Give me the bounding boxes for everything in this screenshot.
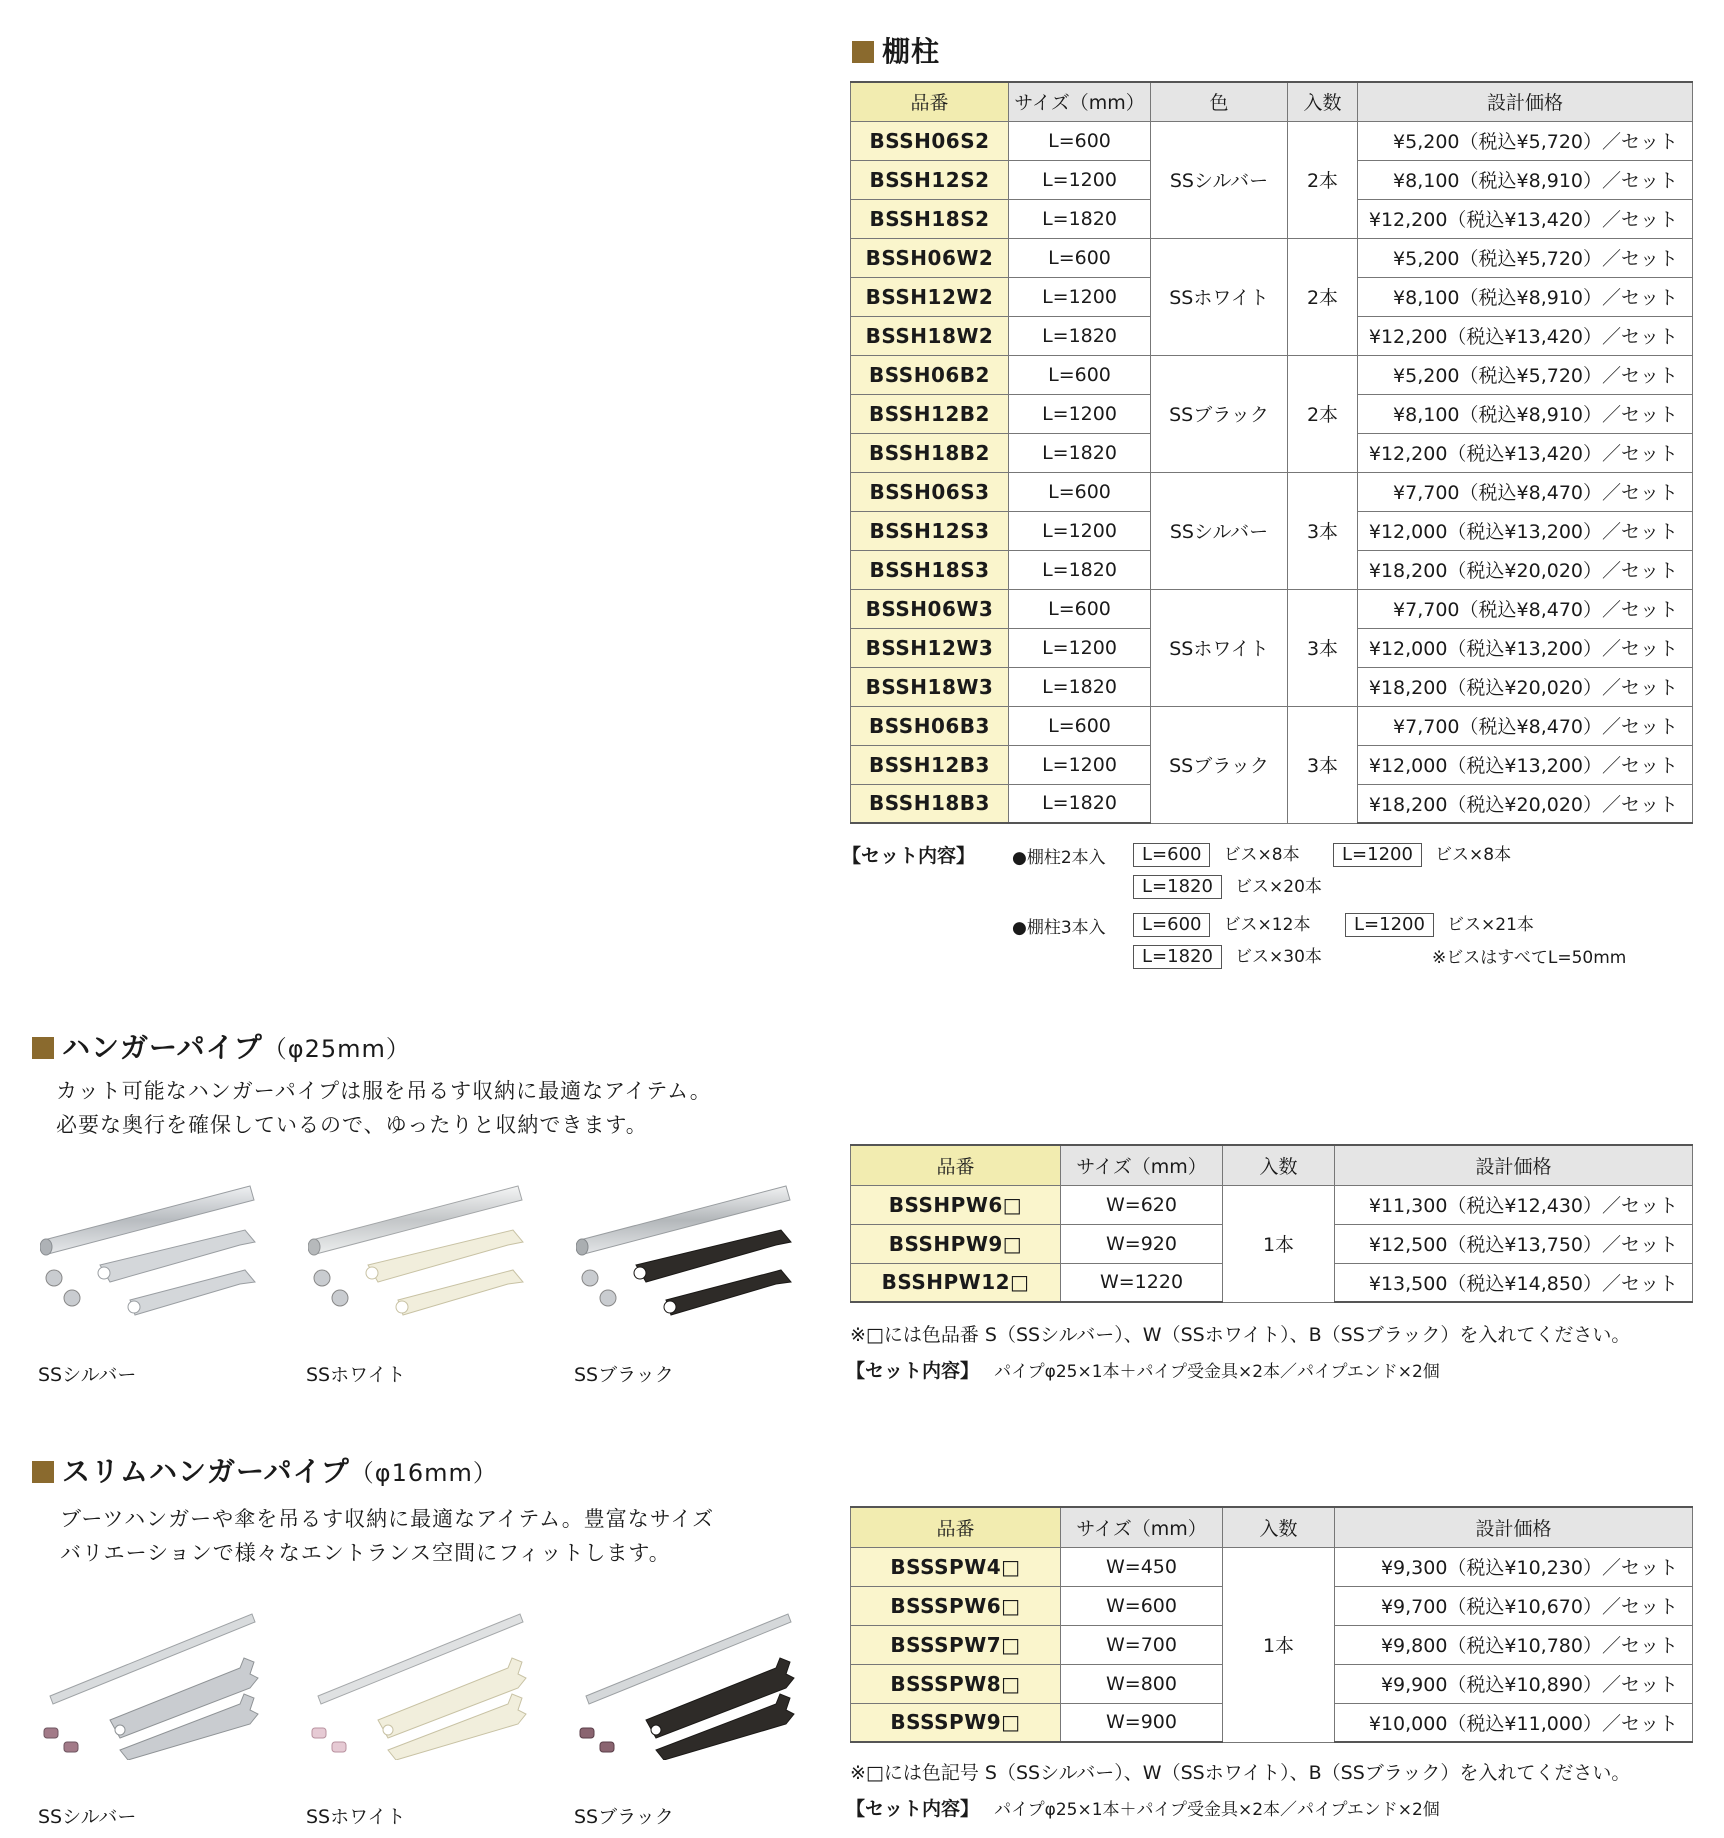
table-row [851,706,1693,745]
product-code: BSSH12S2 [851,160,1009,199]
set-label: 【セット内容】 [846,1360,980,1382]
price-cell: ¥13,500（税込¥14,850）／セット [1335,1263,1693,1302]
price-cell: ¥9,700（税込¥10,670）／セット [1335,1586,1693,1625]
slim-pipe-white-image [308,1600,528,1760]
color-cell: SSブラック [1151,706,1288,823]
screw-count: ビス×21本 [1447,915,1534,935]
price-cell: ¥18,200（税込¥20,020）／セット [1358,550,1693,589]
col-header-size: サイズ（mm） [1061,1145,1223,1185]
price-cell: ¥18,200（税込¥20,020）／セット [1358,667,1693,706]
qty-cell: 1本 [1223,1547,1335,1742]
price-cell: ¥11,300（税込¥12,430）／セット [1335,1185,1693,1224]
slim-caption-silver: SSシルバー [38,1806,137,1828]
color-cell: SSブラック [1151,355,1288,472]
desc-line: ブーツハンガーや傘を吊るす収納に最適なアイテム。豊富なサイズ [60,1507,715,1531]
shelf-set-label: 【セット内容】 [842,845,976,867]
shelf-post-title-text: 棚柱 [882,35,941,68]
product-code: BSSH06W2 [851,238,1009,277]
shelf-set2-b [1333,840,1511,867]
col-header-price: 設計価格 [1335,1145,1693,1185]
product-code: BSSSPW9□ [851,1703,1061,1742]
product-code: BSSSPW6□ [851,1586,1061,1625]
slim-pipe-black-image [576,1600,796,1760]
section-marker-icon [852,41,874,63]
table-row [851,355,1693,394]
size-cell: W=800 [1061,1664,1223,1703]
qty-cell: 2本 [1288,238,1358,355]
size-cell: L=1820 [1009,784,1151,823]
color-cell: SSシルバー [1151,121,1288,238]
shelf-set3-label: ●棚柱3本入 [1012,918,1106,938]
price-cell: ¥9,900（税込¥10,890）／セット [1335,1664,1693,1703]
product-code: BSSH12B3 [851,745,1009,784]
screw-count: ビス×8本 [1223,845,1300,865]
hanger-pipe-black-image [576,1170,796,1320]
col-header-code: 品番 [851,1507,1061,1547]
size-cell: L=1200 [1009,745,1151,784]
slim-pipe-table [850,1506,1693,1743]
size-box: L=1820 [1133,945,1222,969]
product-code: BSSH12B2 [851,394,1009,433]
color-cell: SSホワイト [1151,589,1288,706]
qty-cell: 2本 [1288,355,1358,472]
qty-cell: 3本 [1288,706,1358,823]
shelf-post-title [852,30,940,70]
product-code: BSSH18W2 [851,316,1009,355]
product-code: BSSH12W3 [851,628,1009,667]
table-row [851,1185,1693,1224]
col-header-price: 設計価格 [1358,82,1693,121]
product-code: BSSHPW12□ [851,1263,1061,1302]
hanger-pipe-white-image [308,1170,528,1320]
hanger-pipe-set [846,1356,1440,1383]
section-marker-icon [32,1037,54,1059]
table-row [851,121,1693,160]
product-code: BSSSPW4□ [851,1547,1061,1586]
product-code: BSSH18S2 [851,199,1009,238]
size-box: L=1820 [1133,875,1222,899]
shelf-post-table [850,81,1693,824]
price-cell: ¥12,200（税込¥13,420）／セット [1358,199,1693,238]
hanger-pipe-desc [56,1074,712,1142]
product-code: BSSHPW9□ [851,1224,1061,1263]
price-cell: ¥5,200（税込¥5,720）／セット [1358,355,1693,394]
price-cell: ¥5,200（税込¥5,720）／セット [1358,121,1693,160]
size-cell: L=600 [1009,706,1151,745]
price-cell: ¥7,700（税込¥8,470）／セット [1358,706,1693,745]
size-cell: L=600 [1009,472,1151,511]
table-header-row [851,82,1693,121]
table-header-row [851,1507,1693,1547]
shelf-set2-c [1133,872,1322,899]
size-cell: L=600 [1009,355,1151,394]
hanger-pipe-table [850,1144,1693,1303]
col-header-qty: 入数 [1288,82,1358,121]
size-cell: L=1820 [1009,316,1151,355]
shelf-set3-c [1133,942,1322,969]
qty-cell: 3本 [1288,472,1358,589]
section-marker-icon [32,1461,54,1483]
set-text: パイプφ25×1本＋パイプ受金具×2本／パイプエンド×2個 [994,1800,1440,1820]
slim-pipe-desc [60,1502,714,1570]
product-code: BSSH06B3 [851,706,1009,745]
col-header-price: 設計価格 [1335,1507,1693,1547]
size-cell: L=600 [1009,121,1151,160]
slim-pipe-title-sub: （φ16mm） [349,1459,498,1487]
col-header-code: 品番 [851,82,1009,121]
slim-pipe-set [846,1794,1440,1821]
size-cell: L=1200 [1009,160,1151,199]
size-cell: W=450 [1061,1547,1223,1586]
qty-cell: 3本 [1288,589,1358,706]
shelf-set2-label: ●棚柱2本入 [1012,848,1106,868]
col-header-color: 色 [1151,82,1288,121]
hanger-caption-black: SSブラック [574,1364,674,1386]
col-header-code: 品番 [851,1145,1061,1185]
set-text: パイプφ25×1本＋パイプ受金具×2本／パイプエンド×2個 [994,1362,1440,1382]
hanger-pipe-silver-image [40,1170,260,1320]
screw-note: ※ビスはすべてL=50mm [1432,948,1627,968]
price-cell: ¥12,500（税込¥13,750）／セット [1335,1224,1693,1263]
desc-line: カット可能なハンガーパイプは服を吊るす収納に最適なアイテム。 [56,1079,712,1103]
product-code: BSSH18S3 [851,550,1009,589]
product-code: BSSH06S2 [851,121,1009,160]
size-cell: W=920 [1061,1224,1223,1263]
size-cell: L=1820 [1009,199,1151,238]
hanger-pipe-title-text: ハンガーパイプ [62,1031,263,1064]
slim-caption-white: SSホワイト [306,1806,406,1828]
product-code: BSSH18B3 [851,784,1009,823]
price-cell: ¥9,800（税込¥10,780）／セット [1335,1625,1693,1664]
price-cell: ¥18,200（税込¥20,020）／セット [1358,784,1693,823]
price-cell: ¥12,200（税込¥13,420）／セット [1358,316,1693,355]
hanger-pipe-note: ※□には色品番 S（SSシルバー）、W（SSホワイト）、B（SSブラック）を入れてください。 [850,1324,1631,1346]
size-cell: L=1820 [1009,667,1151,706]
price-cell: ¥12,200（税込¥13,420）／セット [1358,433,1693,472]
price-cell: ¥8,100（税込¥8,910）／セット [1358,277,1693,316]
size-cell: L=600 [1009,238,1151,277]
size-box: L=1200 [1333,843,1422,867]
price-cell: ¥9,300（税込¥10,230）／セット [1335,1547,1693,1586]
col-header-qty: 入数 [1223,1507,1335,1547]
hanger-caption-white: SSホワイト [306,1364,406,1386]
table-row [851,589,1693,628]
size-cell: L=600 [1009,589,1151,628]
hanger-pipe-title-sub: （φ25mm） [262,1035,411,1063]
table-row [851,1547,1693,1586]
col-header-qty: 入数 [1223,1145,1335,1185]
screw-count: ビス×8本 [1435,845,1512,865]
price-cell: ¥12,000（税込¥13,200）／セット [1358,745,1693,784]
price-cell: ¥12,000（税込¥13,200）／セット [1358,628,1693,667]
slim-pipe-title [32,1450,498,1490]
col-header-size: サイズ（mm） [1061,1507,1223,1547]
price-cell: ¥10,000（税込¥11,000）／セット [1335,1703,1693,1742]
table-row [851,472,1693,511]
slim-caption-black: SSブラック [574,1806,674,1828]
price-cell: ¥7,700（税込¥8,470）／セット [1358,472,1693,511]
size-cell: L=1820 [1009,433,1151,472]
slim-pipe-silver-image [40,1600,260,1760]
size-cell: W=1220 [1061,1263,1223,1302]
shelf-set2-a [1133,840,1300,867]
screw-count: ビス×20本 [1235,877,1322,897]
size-cell: L=1820 [1009,550,1151,589]
hanger-pipe-title [32,1026,411,1066]
price-cell: ¥7,700（税込¥8,470）／セット [1358,589,1693,628]
set-label: 【セット内容】 [846,1798,980,1820]
color-cell: SSシルバー [1151,472,1288,589]
size-cell: L=1200 [1009,511,1151,550]
product-code: BSSH06B2 [851,355,1009,394]
size-cell: L=1200 [1009,277,1151,316]
color-cell: SSホワイト [1151,238,1288,355]
price-cell: ¥8,100（税込¥8,910）／セット [1358,160,1693,199]
table-row [851,238,1693,277]
price-cell: ¥5,200（税込¥5,720）／セット [1358,238,1693,277]
size-cell: W=620 [1061,1185,1223,1224]
product-code: BSSHPW6□ [851,1185,1061,1224]
product-code: BSSH18B2 [851,433,1009,472]
screw-count: ビス×12本 [1223,915,1311,935]
product-code: BSSH12W2 [851,277,1009,316]
hanger-caption-silver: SSシルバー [38,1364,137,1386]
product-code: BSSH12S3 [851,511,1009,550]
product-code: BSSH18W3 [851,667,1009,706]
size-box: L=600 [1133,913,1210,937]
size-box: L=600 [1133,843,1210,867]
size-cell: W=900 [1061,1703,1223,1742]
product-code: BSSSPW8□ [851,1664,1061,1703]
slim-pipe-note: ※□には色記号 S（SSシルバー）、W（SSホワイト）、B（SSブラック）を入れてください。 [850,1762,1631,1784]
table-header-row [851,1145,1693,1185]
screw-count: ビス×30本 [1235,947,1322,967]
slim-pipe-title-text: スリムハンガーパイプ [62,1455,350,1488]
product-code: BSSH06S3 [851,472,1009,511]
shelf-set3-b [1345,910,1534,937]
qty-cell: 1本 [1223,1185,1335,1302]
desc-line: バリエーションで様々なエントランス空間にフィットします。 [60,1541,671,1565]
size-cell: L=1200 [1009,394,1151,433]
size-cell: L=1200 [1009,628,1151,667]
size-cell: W=600 [1061,1586,1223,1625]
price-cell: ¥12,000（税込¥13,200）／セット [1358,511,1693,550]
shelf-set3-a [1133,910,1310,937]
size-cell: W=700 [1061,1625,1223,1664]
qty-cell: 2本 [1288,121,1358,238]
desc-line: 必要な奥行を確保しているので、ゆったりと収納できます。 [56,1113,648,1137]
product-code: BSSH06W3 [851,589,1009,628]
product-code: BSSSPW7□ [851,1625,1061,1664]
size-box: L=1200 [1345,913,1434,937]
price-cell: ¥8,100（税込¥8,910）／セット [1358,394,1693,433]
col-header-size: サイズ（mm） [1009,82,1151,121]
